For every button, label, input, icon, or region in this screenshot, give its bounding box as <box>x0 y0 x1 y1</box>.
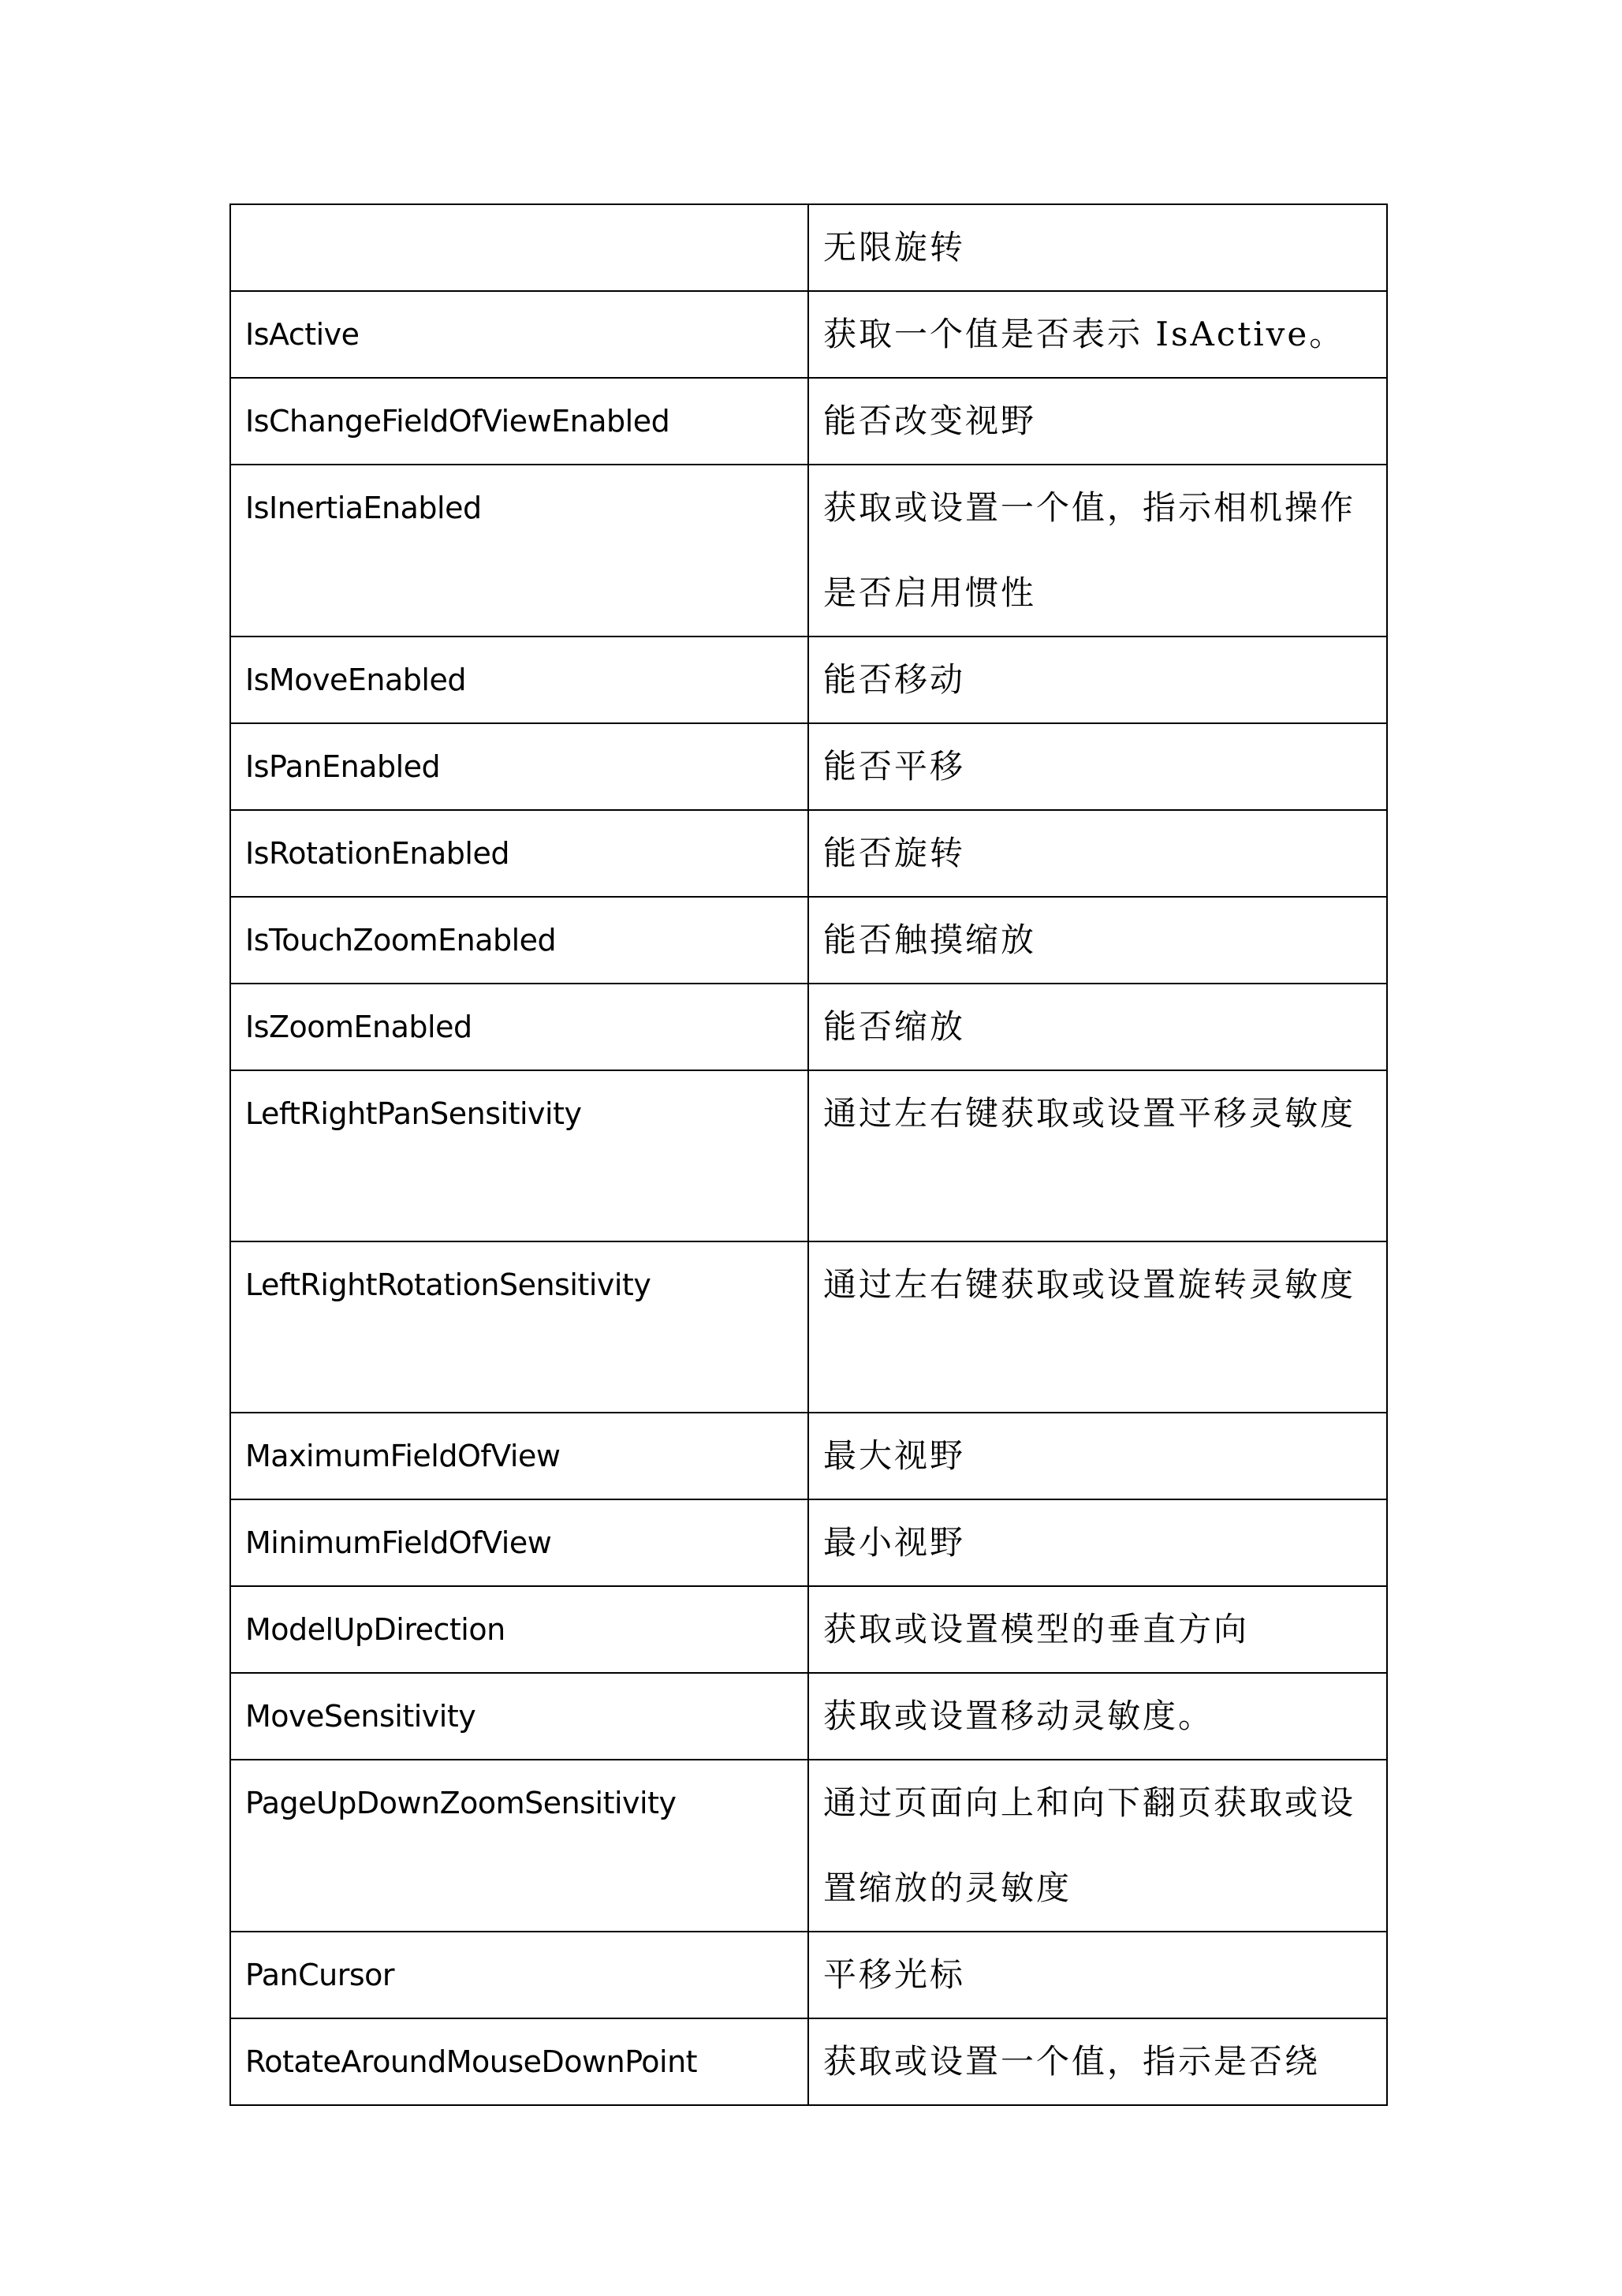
property-name: IsChangeFieldOfViewEnabled <box>230 378 808 465</box>
property-description: 能否平移 <box>808 723 1387 810</box>
property-name: MinimumFieldOfView <box>230 1499 808 1586</box>
property-name: IsTouchZoomEnabled <box>230 897 808 984</box>
property-description: 无限旋转 <box>808 204 1387 291</box>
table-row <box>230 1586 1387 1673</box>
table-row <box>230 1932 1387 2018</box>
property-description: 获取一个值是否表示 IsActive。 <box>808 291 1387 378</box>
property-description: 获取或设置一个值，指示是否绕 <box>808 2018 1387 2105</box>
property-description: 最小视野 <box>808 1499 1387 1586</box>
property-description: 获取或设置模型的垂直方向 <box>808 1586 1387 1673</box>
property-description: 获取或设置一个值，指示相机操作是否启用惯性 <box>808 465 1387 637</box>
property-description: 能否触摸缩放 <box>808 897 1387 984</box>
property-name: MoveSensitivity <box>230 1673 808 1760</box>
property-name: LeftRightRotationSensitivity <box>230 1241 808 1413</box>
property-name: PanCursor <box>230 1932 808 2018</box>
property-description: 能否移动 <box>808 637 1387 723</box>
property-description: 通过左右键获取或设置平移灵敏度 <box>808 1070 1387 1241</box>
property-name: IsZoomEnabled <box>230 984 808 1070</box>
property-name: IsInertiaEnabled <box>230 465 808 637</box>
property-description: 能否缩放 <box>808 984 1387 1070</box>
table-row <box>230 465 1387 637</box>
table-row <box>230 1070 1387 1241</box>
table-row <box>230 291 1387 378</box>
table-row <box>230 637 1387 723</box>
table-row <box>230 378 1387 465</box>
table-row <box>230 204 1387 291</box>
property-name: LeftRightPanSensitivity <box>230 1070 808 1241</box>
table-row <box>230 1413 1387 1499</box>
property-name: PageUpDownZoomSensitivity <box>230 1760 808 1932</box>
table-row <box>230 723 1387 810</box>
property-description: 能否旋转 <box>808 810 1387 897</box>
property-description: 通过页面向上和向下翻页获取或设置缩放的灵敏度 <box>808 1760 1387 1932</box>
property-description: 通过左右键获取或设置旋转灵敏度 <box>808 1241 1387 1413</box>
property-table <box>229 203 1388 2106</box>
property-name: IsActive <box>230 291 808 378</box>
table-row <box>230 984 1387 1070</box>
property-name: RotateAroundMouseDownPoint <box>230 2018 808 2105</box>
table-row <box>230 1760 1387 1932</box>
table-row <box>230 1241 1387 1413</box>
property-description: 平移光标 <box>808 1932 1387 2018</box>
table-row <box>230 2018 1387 2105</box>
property-name: IsRotationEnabled <box>230 810 808 897</box>
table-row <box>230 810 1387 897</box>
property-description: 能否改变视野 <box>808 378 1387 465</box>
table-row <box>230 1499 1387 1586</box>
table-row <box>230 1673 1387 1760</box>
property-description: 获取或设置移动灵敏度。 <box>808 1673 1387 1760</box>
property-name: ModelUpDirection <box>230 1586 808 1673</box>
property-description: 最大视野 <box>808 1413 1387 1499</box>
property-name: IsMoveEnabled <box>230 637 808 723</box>
table-row <box>230 897 1387 984</box>
property-name: MaximumFieldOfView <box>230 1413 808 1499</box>
property-name: IsPanEnabled <box>230 723 808 810</box>
property-name <box>230 204 808 291</box>
